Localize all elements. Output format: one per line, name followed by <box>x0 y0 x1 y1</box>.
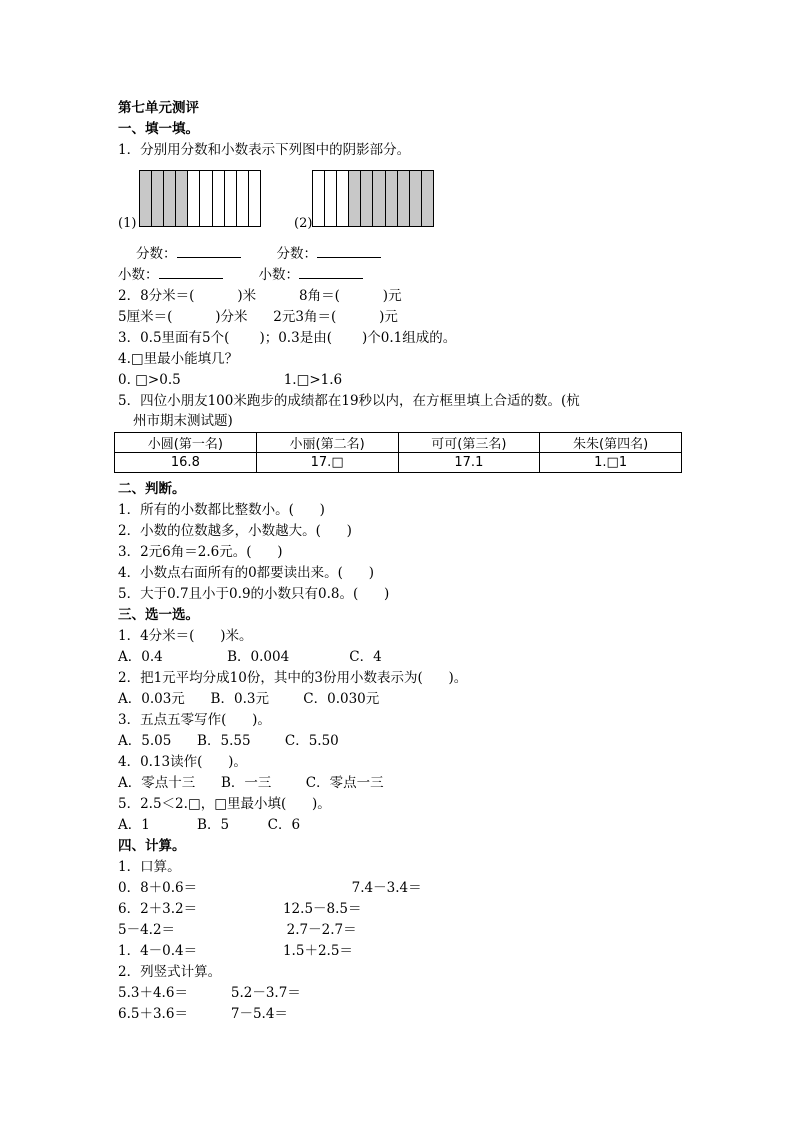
strip-cell <box>373 171 385 226</box>
section-heading-choose: 三、选一选。 <box>118 607 199 623</box>
question-5-line-1: 5．四位小朋友100米跑步的成绩都在19秒以内，在方框里填上合适的数。(杭 <box>118 393 580 409</box>
question-3: 3．0.5里面有5个( )；0.3是由( )个0.1组成的。 <box>118 330 457 346</box>
answer-blank[interactable] <box>177 245 241 258</box>
strip-cell <box>164 171 176 226</box>
strip-cell <box>249 171 260 226</box>
choice-options: A．5.05 B．5.55 C．5.50 <box>118 733 339 749</box>
answer-blank[interactable] <box>317 245 381 258</box>
figure-1-label: (1) <box>118 216 137 231</box>
question-2a: 2．8分米＝( )米 8角＝( )元 <box>118 288 402 304</box>
choice-item: 4．0.13读作( )。 <box>118 754 247 770</box>
choice-item: 3．五点五零写作( )。 <box>118 712 271 728</box>
question-2b: 5厘米＝( )分米 2元3角＝( )元 <box>118 309 398 325</box>
choice-options: A．零点十三 B．一三 C．零点一三 <box>118 775 384 791</box>
calc-item: 0．8＋0.6＝ 7.4－3.4＝ <box>118 880 422 896</box>
strip-cell <box>200 171 212 226</box>
table-cell: 16.8 <box>115 453 257 473</box>
decimal-label: 小数： <box>258 267 299 283</box>
calc-item: 2．列竖式计算。 <box>118 964 222 980</box>
judge-item: 1．所有的小数都比整数小。( ) <box>118 502 325 518</box>
question-1: 1．分别用分数和小数表示下列图中的阴影部分。 <box>118 142 411 158</box>
figure-1-strip <box>139 170 261 227</box>
strip-cell <box>213 171 225 226</box>
calc-item: 1．口算。 <box>118 859 181 875</box>
answer-blank[interactable] <box>159 266 223 279</box>
table-header-row <box>115 433 682 453</box>
judge-item: 2．小数的位数越多，小数越大。( ) <box>118 523 352 539</box>
decimal-label: 小数： <box>118 267 159 283</box>
table-header-cell: 小圆(第一名) <box>115 433 257 453</box>
choice-item: 2．把1元平均分成10份，其中的3份用小数表示为( )。 <box>118 670 468 686</box>
fraction-label: 分数： <box>136 246 177 262</box>
strip-cell <box>325 171 337 226</box>
calc-item: 5.3＋4.6＝ 5.2－3.7＝ <box>118 985 301 1001</box>
choice-item: 1．4分米＝( )米。 <box>118 628 253 644</box>
strip-cell <box>386 171 398 226</box>
table-cell: 17.□ <box>256 453 398 473</box>
decimal-row <box>118 266 363 284</box>
figure-2-label: (2) <box>294 216 313 231</box>
choice-options: A．0.03元 B．0.3元 C．0.030元 <box>118 691 380 707</box>
section-heading-judge: 二、判断。 <box>118 481 186 497</box>
strip-cell <box>361 171 373 226</box>
table-cell: 17.1 <box>398 453 540 473</box>
calc-item: 5－4.2＝ 2.7－2.7＝ <box>118 922 357 938</box>
table-header-cell: 小丽(第二名) <box>256 433 398 453</box>
table-row <box>115 453 682 473</box>
fraction-row <box>136 245 381 263</box>
section-heading-calc: 四、计算。 <box>118 838 186 854</box>
strip-cell <box>422 171 433 226</box>
strip-cell <box>410 171 422 226</box>
figure-2-strip <box>312 170 434 227</box>
strip-cell <box>140 171 152 226</box>
strip-cell <box>337 171 349 226</box>
answer-blank[interactable] <box>299 266 363 279</box>
table-header-cell: 朱朱(第四名) <box>540 433 682 453</box>
strip-cell <box>398 171 410 226</box>
strip-cell <box>313 171 325 226</box>
question-4: 4.□里最小能填几？ <box>118 351 239 367</box>
judge-item: 5．大于0.7且小于0.9的小数只有0.8。( ) <box>118 586 390 602</box>
strip-cell <box>188 171 200 226</box>
table-cell: 1.□1 <box>540 453 682 473</box>
fraction-label: 分数： <box>276 246 317 262</box>
calc-item: 6.5＋3.6＝ 7－5.4＝ <box>118 1006 288 1022</box>
strip-cell <box>152 171 164 226</box>
page-title: 第七单元测评 <box>118 100 199 116</box>
table-header-cell: 可可(第三名) <box>398 433 540 453</box>
strip-cell <box>237 171 249 226</box>
question-4-items: 0. □>0.5 1.□>1.6 <box>118 372 343 388</box>
question-5-line-2: 州市期末测试题) <box>133 413 233 429</box>
section-heading-fill: 一、填一填。 <box>118 121 199 137</box>
strip-cell <box>225 171 237 226</box>
strip-cell <box>349 171 361 226</box>
choice-options: A．1 B．5 C．6 <box>118 817 301 833</box>
calc-item: 1．4－0.4＝ 1.5＋2.5＝ <box>118 943 353 959</box>
choice-options: A．0.4 B．0.004 C．4 <box>118 649 382 665</box>
strip-cell <box>176 171 188 226</box>
judge-item: 3．2元6角＝2.6元。( ) <box>118 544 283 560</box>
judge-item: 4．小数点右面所有的0都要读出来。( ) <box>118 565 374 581</box>
race-results-table <box>114 432 682 473</box>
calc-item: 6．2＋3.2＝ 12.5－8.5＝ <box>118 901 362 917</box>
choice-item: 5．2.5＜2.□，□里最小填( )。 <box>118 796 331 812</box>
